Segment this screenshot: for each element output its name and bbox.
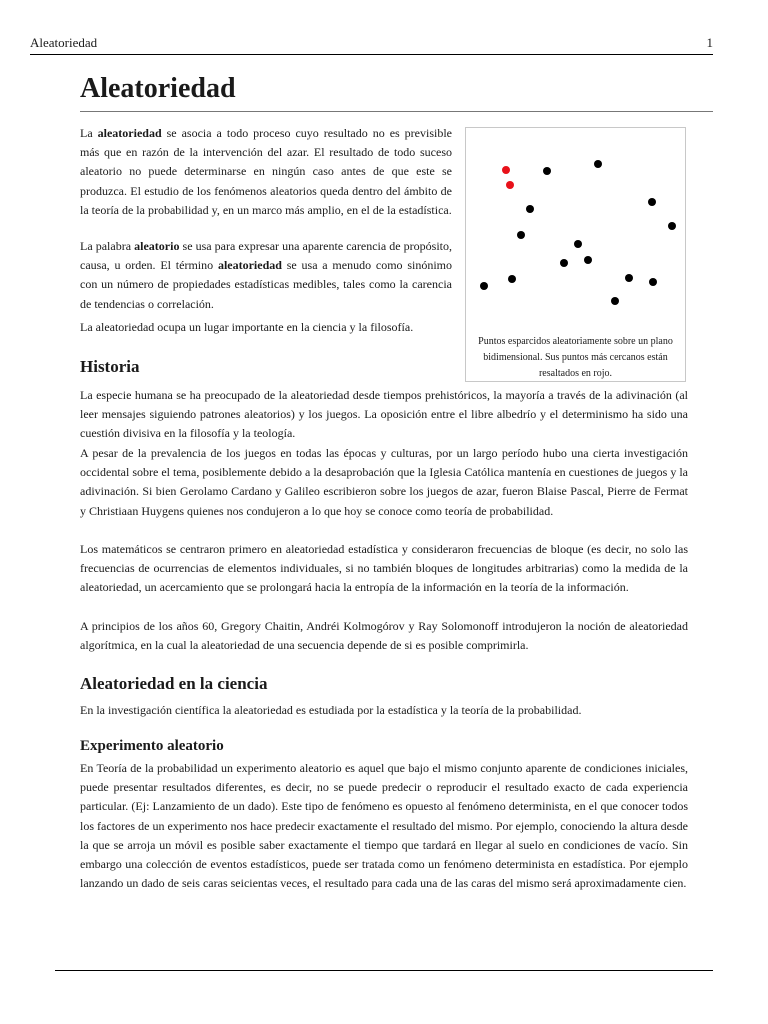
random-point	[543, 167, 551, 175]
random-point	[480, 282, 488, 290]
term-aleatoriedad-2: aleatoriedad	[217, 258, 282, 273]
random-points-plot	[466, 128, 685, 328]
title-rule	[80, 111, 713, 112]
random-point	[584, 256, 592, 264]
highlighted-point	[506, 181, 514, 189]
footer-rule	[55, 970, 713, 971]
header-rule	[30, 54, 713, 55]
running-header	[30, 36, 713, 52]
random-point	[574, 240, 582, 248]
random-point	[649, 278, 657, 286]
random-point	[560, 259, 568, 267]
random-point	[611, 297, 619, 305]
random-point	[625, 274, 633, 282]
random-point	[526, 205, 534, 213]
heading-experimento: Experimento aleatorio	[80, 738, 224, 754]
random-point	[648, 198, 656, 206]
random-points-figure	[465, 127, 686, 382]
page-number: 1	[706, 35, 713, 50]
figure-caption: Puntos esparcidos aleatoriamente sobre un plano bidimensional. Sus puntos más cercanos están resaltados en rojo.	[478, 336, 673, 379]
random-point	[508, 275, 516, 283]
experimento-paragraph-1: En Teoría de la probabilidad un experimento aleatorio es aquel que bajo el mismo conjunto aparente de condiciones iniciales, puede presentar resultados diferentes, es decir, no se puede predecir o reproducir el resultado exacto de cada experiencia particular. (Ej: Lanzamiento de un dado). Este tipo de fenómeno es opuesto al fenómeno determinista, en el que conocer todos los factores de un experimento nos hace predecir exactamente el resultado del mismo. Por ejemplo, conociendo la altura desde la que se arroja un móvil es posible saber exactamente el tiempo que tardará en llegar al suelo en condiciones de vacío. Sin embargo una colección de eventos estadísticos, puede ser tratada como un fenómeno determinista en estadística. Por ejemplo lanzando un dado de seis caras seicientas veces, el resultado para cada una de las caras del mismo será aproximadamente cien.	[80, 761, 688, 891]
highlighted-point	[502, 166, 510, 174]
random-point	[594, 160, 602, 168]
term-aleatorio: aleatorio	[134, 239, 180, 253]
heading-historia: Historia	[80, 357, 140, 376]
intro-paragraph-2: La palabra aleatorio se usa para expresar una aparente carencia de propósito, causa, u orden. El término aleatoriedad se usa a menudo como sinónimo con un número de propiedades estadísticas medibles, tales como la carencia de tendencias o correlación.	[80, 239, 453, 311]
historia-paragraph-3: Los matemáticos se centraron primero en aleatoriedad estadística y consideraron frecuencias de bloque (es decir, no solo las frecuencias de ocurrencias de elementos individuales, si no también bloques de longitudes arbitrarias) como la medida de la aleatoriedad, un acercamiento que se prolongará hacia la entropía de la información en la teoría de la información.	[80, 542, 688, 595]
intro-paragraph-1: La aleatoriedad se asocia a todo proceso cuyo resultado no es previsible más que en razón de la intervención del azar. El resultado de todo suceso aleatorio no puede determinarse en ningún caso antes de que este se produzca. El estudio de los fenómenos aleatorios queda dentro del ámbito de la teoría de la probabilidad y, en un marco más amplio, en el de la estadística.	[80, 126, 452, 217]
historia-paragraph-1: La especie humana se ha preocupado de la aleatoriedad desde tiempos prehistóricos, la mayoría a través de la adivinación (al leer mensajes siguiendo patrones aleatorios) y los juegos. La oposición entre el libre albedrío y el determinismo ha sido una cuestión divisiva en la filosofía y la teología.	[80, 388, 688, 441]
running-header-title: Aleatoriedad	[30, 35, 98, 50]
random-point	[668, 222, 676, 230]
heading-ciencia: Aleatoriedad en la ciencia	[80, 674, 268, 693]
intro-paragraph-3: La aleatoriedad ocupa un lugar importante en la ciencia y la filosofía.	[80, 320, 414, 334]
historia-paragraph-2: A pesar de la prevalencia de los juegos en todas las épocas y culturas, por un largo período hubo una cierta investigación occidental sobre el tema, posiblemente debido a la desaprobación que la Iglesia Católica mantenía en cuestiones de juegos y la adivinación. Si bien Gerolamo Cardano y Galileo escribieron sobre los juegos de azar, fueron Blaise Pascal, Pierre de Fermat y Christiaan Huygens quienes nos condujeron a lo que hoy se conoce como teoría de probabilidad.	[80, 446, 688, 518]
ciencia-paragraph-1: En la investigación científica la aleatoriedad es estudiada por la estadística y la teoría de la probabilidad.	[80, 703, 582, 717]
random-point	[517, 231, 525, 239]
page-title: Aleatoriedad	[80, 73, 236, 104]
historia-paragraph-4: A principios de los años 60, Gregory Chaitin, Andréi Kolmogórov y Ray Solomonoff introdujeron la noción de aleatoriedad algorítmica, en la cual la aleatoriedad de una secuencia depende de si es posible comprimirla.	[80, 619, 688, 653]
term-aleatoriedad: aleatoriedad	[97, 126, 162, 140]
